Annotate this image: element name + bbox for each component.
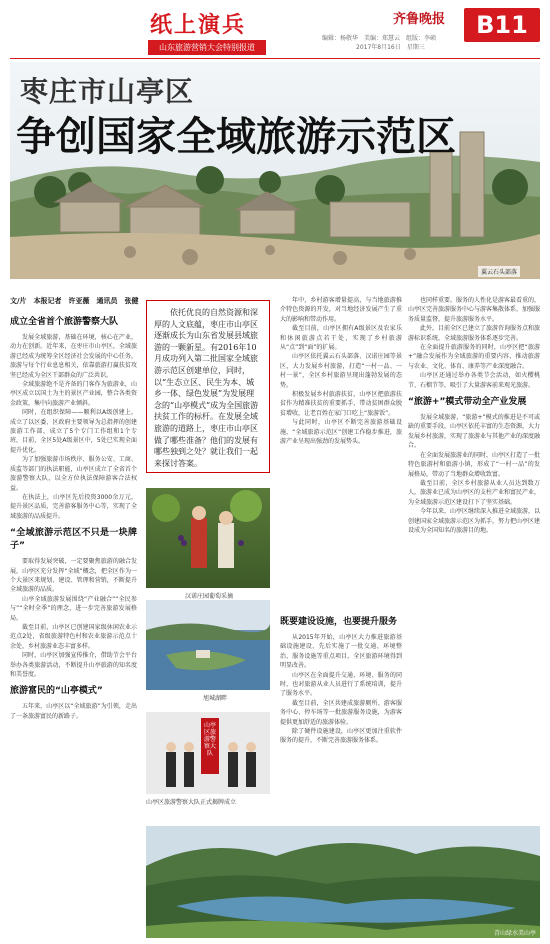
- paragraph: 在全面提升旅游服务的同时，山亭区把“旅游+”融合发展作为全域旅游的重要内容，推动旅游与农业、文化、体育、康养等产业深度融合。: [408, 344, 540, 370]
- section-subtitle: 山东旅游营销大会特别报道: [148, 40, 266, 55]
- paragraph: 与此同时，山亭区不断完善旅游基础设施，“全域旅游示范区”创建工作稳步推进，旅游产业呈现出强劲的发展势头。: [280, 419, 402, 446]
- paragraph: 山亭区在全面提升交通、环境、服务的同时，也对旅游从业人员进行了系统培训，提升了服务水平。: [280, 671, 402, 698]
- paragraph: 同时，山亭区加强宣传推介，借助节会平台举办各类旅游活动，不断提升山亭旅游的知名度和美誉度。: [10, 652, 137, 678]
- paragraph: 今年以来，山亭区继续深入推进全域旅游，以创建国家全域旅游示范区为抓手，努力把山亭区建设成为全国知名的旅游目的地。: [408, 508, 540, 534]
- paragraph: 截至目前，全区共建成旅游厕所、游客服务中心、停车场等一批旅游服务设施，为游客提供更加舒适的旅游体验。: [280, 699, 402, 726]
- photo-landscape: [146, 826, 540, 938]
- section-title: 纸上演兵: [150, 12, 247, 38]
- photo-landscape-image: [146, 826, 540, 938]
- paragraph: 在执法上，山亭区先后投资3000余万元，提升景区品质，完善游客服务中心等，实现了全域旅游的品质提升。: [10, 493, 137, 520]
- paragraph: 从2015年开始，山亭区大力推进旅游基础设施建设，先后实施了一批交通、环境整治、服务设施等重点项目，全区旅游环境得到明显改善。: [280, 634, 402, 670]
- article-column-4: [408, 296, 540, 902]
- paragraph: 山亭全域旅游发展围绕“产业融合”“全民参与”“全时全季”的理念，进一步完善旅游发展格局。: [10, 595, 137, 622]
- paragraph: 山亭区还通过举办各类节会活动，如火樱桃节、石榴节等，吸引了大量游客前来观光旅游。: [408, 372, 540, 389]
- photo-lake: [146, 600, 270, 690]
- paragraph: 在全面发展旅游业的同时，山亭区打造了一批特色旅游村和旅游小镇，形成了“一村一品”的发展格局，带动了当地群众增收致富。: [408, 451, 540, 478]
- photo-caption: 山亭区旅游警察大队正式揭牌成立: [146, 799, 237, 806]
- paragraph: 年中，乡村游客增量提高，与当地旅游推介特色资源的开发，对当地经济发展产生了重大的影响和带动作用。: [280, 297, 402, 323]
- paragraph: 截至目前，山亭区拥有A级景区及农家乐和休闲旅游点若干处，实现了乡村旅游从“点”到“面”的扩展。: [280, 325, 402, 352]
- article-column-1: [10, 310, 137, 940]
- hero-caption: 翼云石头部落: [478, 266, 520, 277]
- photo-caption: 旭城湖畔: [203, 695, 228, 702]
- section-heading: 既要建设设施，也要提升服务: [280, 617, 398, 627]
- ceremony-sign: 山亭区旅游警察大队: [203, 722, 216, 757]
- photo-grape-picking-image: [146, 488, 270, 588]
- headline-line2: 争创国家全域旅游示范区: [16, 113, 456, 160]
- paragraph: 同时，在组织保障——顺利以A级创建上，成立了以区委、区政府主要领导为总指挥的创建旅游工作部，成立了5个专门工作组和1个专班，目前，全区5处A级景区中，5处已实现全面提升优化。: [10, 409, 137, 454]
- paragraph: 截至目前，全区乡村旅游从业人员达到数万人，旅游业已成为山亭区的支柱产业和富民产业，为全域旅游示范区建设打下了坚实基础。: [408, 479, 540, 506]
- intro-box: 依托优良的自然资源和深厚的人文底蕴，枣庄市山亭区逐渐成长为山东省发展县域旅游的一颗新星。有2016年10月成功列入第二批国家全域旅游示范区创建单位，同时，以“生态立区、民生为本、城乡一体、绿色发展”为发展理念的“山亭模式”成为全国旅游扶贫工作的标杆。在发展全域旅游的道路上，枣庄市山亭区做了哪些准备？他们的发展有哪些独到之处？就让我们一起来探讨答案。: [146, 300, 270, 473]
- article-column-3: [280, 296, 402, 608]
- section-heading: “全域旅游示范区不只是一块牌子”: [10, 528, 137, 552]
- photo-caption: 汉诺庄园葡萄采摘: [185, 593, 234, 600]
- headline-line1: 枣庄市山亭区: [20, 75, 195, 108]
- paragraph: 此外，目前全区已建立了旅游咨询服务点和旅游标识系统，全域旅游服务体系逐步完善。: [408, 325, 540, 342]
- paragraph: 积极发展乡村旅游扶贫，山亭区把旅游扶贫作为精准扶贫的重要抓手，带动贫困群众脱贫增收，让老百姓在家门口吃上“旅游饭”。: [280, 391, 402, 417]
- section-heading: 旅游富民的“山亭模式”: [10, 686, 103, 697]
- date-meta: 2017年8月16日 星期三: [356, 44, 425, 51]
- section-heading: “旅游+”模式带动全产业发展: [408, 397, 527, 408]
- paragraph: 截至目前，山亭区已创建国家级休闲农业示范点2处，省级旅游特色村和农业旅游示范点十余处，乡村旅游业态丰富多样。: [10, 623, 137, 650]
- newspaper-logo: 齐鲁晚报: [393, 12, 446, 27]
- photo-lake-image: [146, 600, 270, 690]
- paragraph: 为了加强旅游市场秩序、服务公安、工商、质监等部门的执法职能，山亭区成立了全省首个旅游警察大队，以全方位执法保障游客合法权益。: [10, 456, 137, 492]
- section-heading: 成立全省首个旅游警察大队: [10, 317, 119, 327]
- paragraph: 全域旅游绝不是齐备的门客作为旅游业，山亭区成立以国土为主的景区产业园，整合各类资金政策，集中向旅游产业倾斜。: [10, 381, 137, 407]
- paragraph: 也同样重要。服务的人性化是游客最看重的，山亭区完善旅游服务中心与游客集散体系，加强服务质量监督，提升旅游服务水平。: [408, 297, 540, 323]
- photo-caption: 青山绿水美山亭: [494, 930, 537, 937]
- paragraph: 五年来，山亭区以“全域旅游”为引领，走出了一条旅游富民的新路子。: [10, 703, 137, 720]
- paragraph: 要取得发展突破，一定要聚焦旅游的融合发展，山亭区充分发挥“全域”概念，把全区作为一个大景区来规划、建设、管理和营销，不断提升全域旅游的品质。: [10, 558, 137, 594]
- paragraph: 发展全域旅游，基础在环境，核心在产业，动力在创新。近年来，在枣庄市山亭区，全域旅游已经成为统筹全区经济社会发展的中心任务，旅游与每个行业息息相关，依靠旅游打赢扶贫攻坚已经成为全区干部群众的广泛共识。: [10, 334, 137, 379]
- editor-meta: 编辑：杨敬华 美编：郑慧云 组版：李硕: [322, 35, 437, 42]
- paragraph: 山亭区依托翼云石头部落、汉诺庄园等景区，大力发展乡村旅游，打造“一村一品、一村一景”，全区乡村旅游呈现出蓬勃发展的态势。: [280, 353, 402, 389]
- photo-ceremony: [146, 712, 270, 794]
- paragraph: 发展全域旅游，“旅游+”模式的推进是不可或缺的重要手段，山亭区依托丰富的生态资源，大力发展乡村旅游，实现了旅游业与其他产业的深度融合。: [408, 414, 540, 450]
- photo-grape-picking: [146, 488, 270, 588]
- page-number: B11: [464, 8, 540, 42]
- paragraph: 除了硬件设施建设，山亭区更加注重软件服务的提升，不断完善旅游服务体系。: [280, 728, 402, 745]
- byline: 文/片 本报记者 许亚薇 通讯员 张健: [10, 297, 139, 305]
- header-divider: [10, 58, 540, 59]
